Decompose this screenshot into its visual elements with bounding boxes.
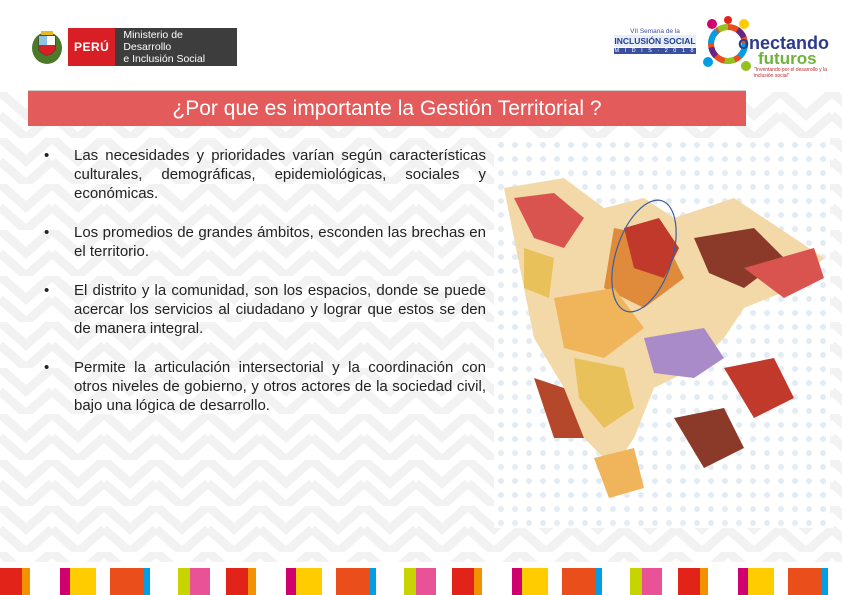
stripe-segment xyxy=(110,568,144,595)
ministry-line-2: e Inclusión Social xyxy=(123,53,206,65)
stripe-segment xyxy=(474,568,482,595)
ministry-name xyxy=(115,28,237,66)
stripe-segment xyxy=(376,568,404,595)
ministry-line-1: Ministerio de Desarrollo xyxy=(123,29,183,53)
stripe-segment xyxy=(96,568,110,595)
stripe-segment xyxy=(248,568,256,595)
stripe-segment xyxy=(512,568,522,595)
bullet-marker: • xyxy=(44,147,50,164)
conectando-futuros-logo xyxy=(700,14,834,78)
stripe-segment xyxy=(678,568,700,595)
bullet-item xyxy=(42,223,486,261)
bottom-color-stripe xyxy=(0,568,842,595)
bullet-text: El distrito y la comunidad, son los espacios, donde se puede acercar los servicios al ciudadano y lograr que estos se den de manera integral. xyxy=(74,282,486,337)
stripe-segment xyxy=(774,568,788,595)
stripe-segment xyxy=(562,568,596,595)
stripe-segment xyxy=(708,568,738,595)
stripe-segment xyxy=(522,568,548,595)
stripe-segment xyxy=(336,568,370,595)
stripe-segment xyxy=(828,568,842,595)
stripe-segment xyxy=(226,568,248,595)
logo-word-futuros: futuros xyxy=(758,49,817,68)
stripe-segment xyxy=(178,568,190,595)
stripe-segment xyxy=(296,568,322,595)
stripe-segment xyxy=(286,568,296,595)
bullet-item xyxy=(42,281,486,338)
stripe-segment xyxy=(416,568,436,595)
week-logo-bottom: M I D I S · 2 0 1 8 xyxy=(614,48,696,54)
stripe-segment xyxy=(482,568,512,595)
stripe-segment xyxy=(630,568,642,595)
stripe-segment xyxy=(662,568,678,595)
bullet-item xyxy=(42,146,486,203)
bullet-marker: • xyxy=(44,224,50,241)
bullet-item xyxy=(42,358,486,415)
territory-map-image xyxy=(494,138,830,528)
stripe-segment xyxy=(452,568,474,595)
logo-word-conectando: onectando xyxy=(738,33,830,53)
logo-tagline: "Inventando por el desarrollo y la inclusión social" xyxy=(754,67,827,79)
stripe-segment xyxy=(70,568,96,595)
header xyxy=(0,0,842,92)
bullet-marker: • xyxy=(44,359,50,376)
stripe-segment xyxy=(30,568,60,595)
week-logo-main: INCLUSIÓN SOCIAL xyxy=(614,36,696,46)
stripe-segment xyxy=(548,568,562,595)
slide-title: ¿Por que es importante la Gestión Territorial ? xyxy=(28,90,746,126)
inclusion-week-logo xyxy=(614,28,696,54)
stripe-segment xyxy=(210,568,226,595)
stripe-segment xyxy=(256,568,286,595)
stripe-segment xyxy=(322,568,336,595)
stripe-segment xyxy=(404,568,416,595)
stripe-segment xyxy=(748,568,774,595)
stripe-segment xyxy=(22,568,30,595)
stripe-segment xyxy=(788,568,822,595)
stripe-segment xyxy=(436,568,452,595)
peru-label: PERÚ xyxy=(68,28,115,66)
bullet-list xyxy=(42,146,486,415)
stripe-segment xyxy=(738,568,748,595)
stripe-segment xyxy=(0,568,22,595)
week-logo-top: VII Semana de la xyxy=(630,28,680,35)
stripe-segment xyxy=(700,568,708,595)
stripe-segment xyxy=(60,568,70,595)
stripe-segment xyxy=(150,568,178,595)
stripe-segment xyxy=(642,568,662,595)
bullet-text: Los promedios de grandes ámbitos, esconden las brechas en el territorio. xyxy=(74,224,486,260)
coat-of-arms-icon xyxy=(30,28,64,66)
stripe-segment xyxy=(190,568,210,595)
bullet-marker: • xyxy=(44,282,50,299)
stripe-segment xyxy=(602,568,630,595)
government-logo xyxy=(30,28,237,66)
bullet-text: Permite la articulación intersectorial y la coordinación con otros niveles de gobierno, y otros actores de la sociedad civil, bajo una lógica de desarrollo. xyxy=(74,359,486,414)
bullet-text: Las necesidades y prioridades varían según características culturales, demográficas, epidemiológicas, sociales y económicas. xyxy=(74,147,486,202)
